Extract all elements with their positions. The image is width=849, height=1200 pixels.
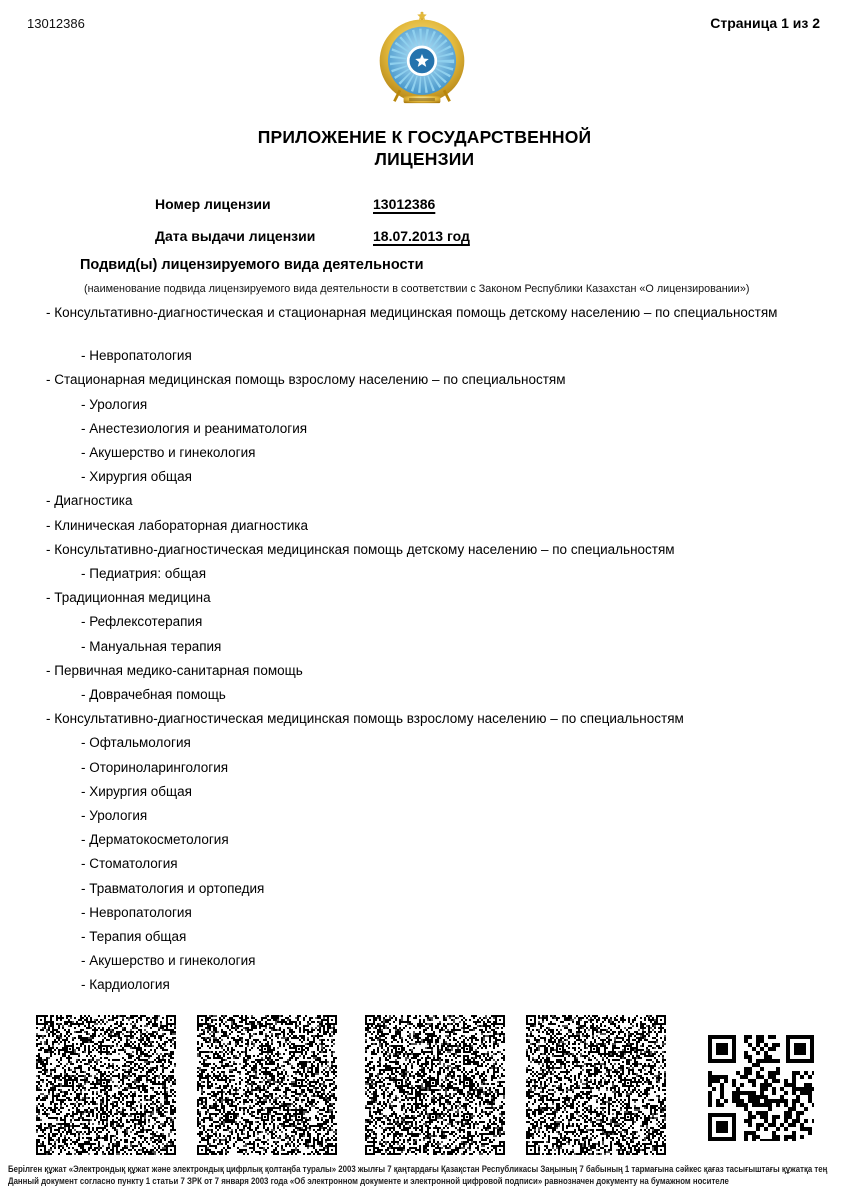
issue-date-label: Дата выдачи лицензии — [155, 228, 316, 244]
page-title-line1: ПРИЛОЖЕНИЕ К ГОСУДАРСТВЕННОЙ — [257, 127, 592, 147]
legal-footer — [8, 1163, 849, 1187]
footer-line-kazakh: Берілген құжат «Электрондық құжат және электрондық цифрлық қолтаңба туралы» 2003 жылғы 7 қаңтардағы Қазақстан Республикасы Заңының 7 бабының 1 тармағына сәйкес қағаз тасығыштағы құжатқа тең — [8, 1164, 828, 1174]
activity-item: - Урология — [81, 808, 148, 824]
subtypes-note: (наименование подвида лицензируемого вида деятельности в соответствии с Законом Республики Казахстан «О лицензировании») — [84, 283, 750, 295]
activity-item: - Невропатология — [81, 348, 192, 364]
barcode-block-4 — [526, 1015, 666, 1155]
activity-item: - Хирургия общая — [81, 783, 192, 799]
license-fields — [155, 196, 470, 260]
activity-item: - Первичная медико-санитарная помощь — [46, 662, 303, 678]
activity-item: - Диагностика — [46, 493, 133, 509]
activity-item: - Акушерство и гинекология — [81, 445, 256, 461]
issue-date-value: 18.07.2013 год — [373, 228, 470, 244]
activity-item: - Оториноларингология — [81, 759, 229, 775]
activity-item: - Хирургия общая — [81, 469, 192, 485]
activity-item: - Клиническая лабораторная диагностика — [46, 517, 309, 533]
activity-item: - Невропатология — [81, 904, 192, 920]
page-title-line2: ЛИЦЕНЗИИ — [374, 148, 475, 169]
activity-item: - Доврачебная помощь — [81, 687, 226, 703]
license-number-row — [155, 196, 470, 213]
activity-item: - Рефлексотерапия — [81, 614, 203, 630]
barcode-block-2 — [197, 1015, 337, 1155]
activity-list — [0, 301, 849, 998]
subtypes-heading: Подвид(ы) лицензируемого вида деятельности — [80, 257, 424, 273]
activity-item: - Кардиология — [81, 977, 170, 993]
issue-date-row — [155, 228, 470, 245]
activity-item: - Анестезиология и реаниматология — [81, 420, 308, 436]
activity-item: - Педиатрия: общая — [81, 566, 207, 582]
footer-line-russian: Данный документ согласно пункту 1 статьи 7 ЗРК от 7 января 2003 года «Об электронном документе и электронной цифровой подписи» равнозначен документу на бумажном носителе — [8, 1176, 729, 1186]
activity-item: - Консультативно-диагностическая медицинская помощь взрослому населению – по специальностям — [46, 711, 684, 727]
activity-item: - Мануальная терапия — [81, 638, 222, 654]
activity-item: - Урология — [81, 396, 148, 412]
barcode-block-1 — [36, 1015, 176, 1155]
license-number-value: 13012386 — [373, 196, 436, 212]
activity-item: - Стационарная медицинская помощь взрослому населению – по специальностям — [46, 372, 566, 388]
activity-item: - Офтальмология — [81, 735, 191, 751]
activity-item: - Травматология и ортопедия — [81, 880, 265, 896]
activity-item: - Консультативно-диагностическая и стационарная медицинская помощь детскому населению – по специальностям — [46, 305, 778, 320]
activity-item: - Дерматокосметология — [81, 832, 229, 848]
page-title — [0, 127, 849, 170]
page-indicator: Страница 1 из 2 — [710, 15, 820, 31]
activity-item: - Консультативно-диагностическая медицинская помощь детскому населению – по специальностям — [46, 541, 675, 557]
activity-item: - Терапия общая — [81, 929, 187, 945]
activity-item: - Стоматология — [81, 856, 178, 872]
activity-item: - Традиционная медицина — [46, 590, 211, 606]
license-number-label: Номер лицензии — [155, 196, 271, 212]
barcode-block-3 — [365, 1015, 505, 1155]
kazakhstan-emblem-icon — [376, 10, 468, 108]
qr-code-icon — [708, 1035, 814, 1141]
document-number: 13012386 — [27, 16, 85, 31]
activity-item: - Акушерство и гинекология — [81, 953, 256, 969]
